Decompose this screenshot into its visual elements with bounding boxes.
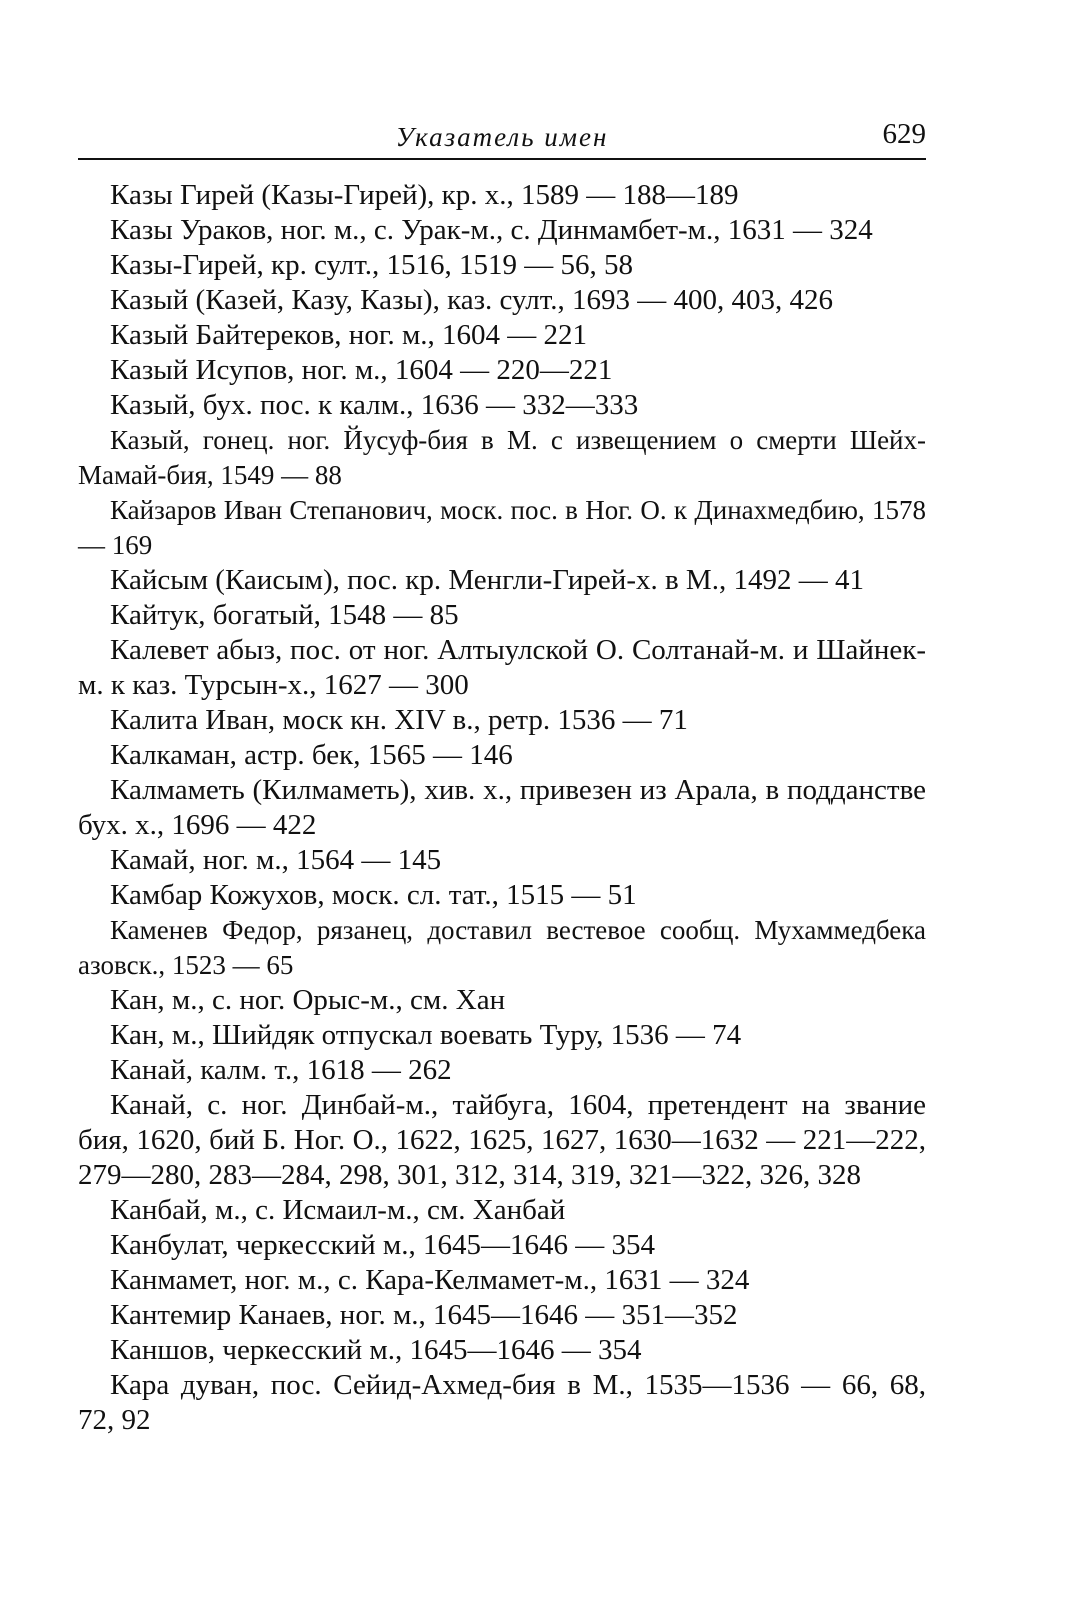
index-entry: Казый Исупов, ног. м., 1604 — 220—221	[110, 354, 613, 386]
index-entry: Кайсым (Каисым), пос. кр. Менгли-Гирей-х. в М., 1492 — 41	[110, 564, 864, 596]
page-number: 629	[882, 118, 926, 150]
index-entry: Кан, м., Шийдяк отпускал воевать Туру, 1536 — 74	[110, 1019, 742, 1051]
index-entry: Калмаметь (Килмаметь), хив. х., привезен из Арала, в подданстве бух. х., 1696 — 422	[78, 774, 926, 841]
index-entry: Казы Гирей (Казы-Гирей), кр. х., 1589 — 188—189	[110, 179, 739, 211]
running-header-title: Указатель имен	[395, 122, 609, 152]
index-entry: Кантемир Канаев, ног. м., 1645—1646 — 351—352	[110, 1299, 738, 1331]
index-entry: Каншов, черкесский м., 1645—1646 — 354	[110, 1334, 642, 1366]
index-entry: Казый, гонец. ног. Йусуф-бия в М. с извещением о смерти Шейх-Мамай-бия, 1549 — 88	[78, 425, 926, 490]
index-entry: Казы Ураков, ног. м., с. Урак-м., с. Динмамбет-м., 1631 — 324	[110, 214, 873, 246]
index-entry: Канай, калм. т., 1618 — 262	[110, 1054, 452, 1086]
index-entry: Канмамет, ног. м., с. Кара-Келмамет-м., 1631 — 324	[110, 1264, 750, 1296]
running-header	[78, 118, 926, 160]
index-entry: Камай, ног. м., 1564 — 145	[110, 844, 442, 876]
index-entry: Казый, бух. пос. к калм., 1636 — 332—333	[110, 389, 639, 421]
index-entries	[78, 178, 926, 1438]
index-entry: Калита Иван, моск кн. XIV в., ретр. 1536 — 71	[110, 704, 688, 736]
index-entry: Кайзаров Иван Степанович, моск. пос. в Ног. О. к Динахмедбию, 1578 — 169	[78, 495, 926, 560]
index-entry: Казый Байтереков, ног. м., 1604 — 221	[110, 319, 588, 351]
index-page	[78, 118, 926, 1438]
index-entry: Каменев Федор, рязанец, доставил вестевое сообщ. Мухаммедбека азовск., 1523 — 65	[78, 915, 926, 980]
index-entry: Казый (Казей, Казу, Казы), каз. султ., 1693 — 400, 403, 426	[110, 284, 833, 316]
index-entry: Калкаман, астр. бек, 1565 — 146	[110, 739, 513, 771]
index-entry: Кайтук, богатый, 1548 — 85	[110, 599, 459, 631]
index-entry: Канбай, м., с. Исмаил-м., см. Ханбай	[110, 1194, 566, 1226]
index-entry: Калевет абыз, пос. от ног. Алтыулской О. Солтанай-м. и Шайнек-м. к каз. Турсын-х., 1627 — 300	[78, 634, 926, 701]
index-entry: Канбулат, черкесский м., 1645—1646 — 354	[110, 1229, 655, 1261]
index-entry: Канай, с. ног. Динбай-м., тайбуга, 1604, претендент на звание бия, 1620, бий Б. Ног. О., 1622, 1625, 1627, 1630—1632 — 221—222, 279—280, 283—284, 298, 301, 312, 314, 319, 321—322, 326, 328	[78, 1089, 926, 1191]
index-entry: Казы-Гирей, кр. султ., 1516, 1519 — 56, 58	[110, 249, 634, 281]
index-entry: Кара дуван, пос. Сейид-Ахмед-бия в М., 1535—1536 — 66, 68, 72, 92	[78, 1369, 926, 1436]
index-entry: Кан, м., с. ног. Орыс-м., см. Хан	[110, 984, 506, 1016]
index-entry: Камбар Кожухов, моск. сл. тат., 1515 — 51	[110, 879, 637, 911]
